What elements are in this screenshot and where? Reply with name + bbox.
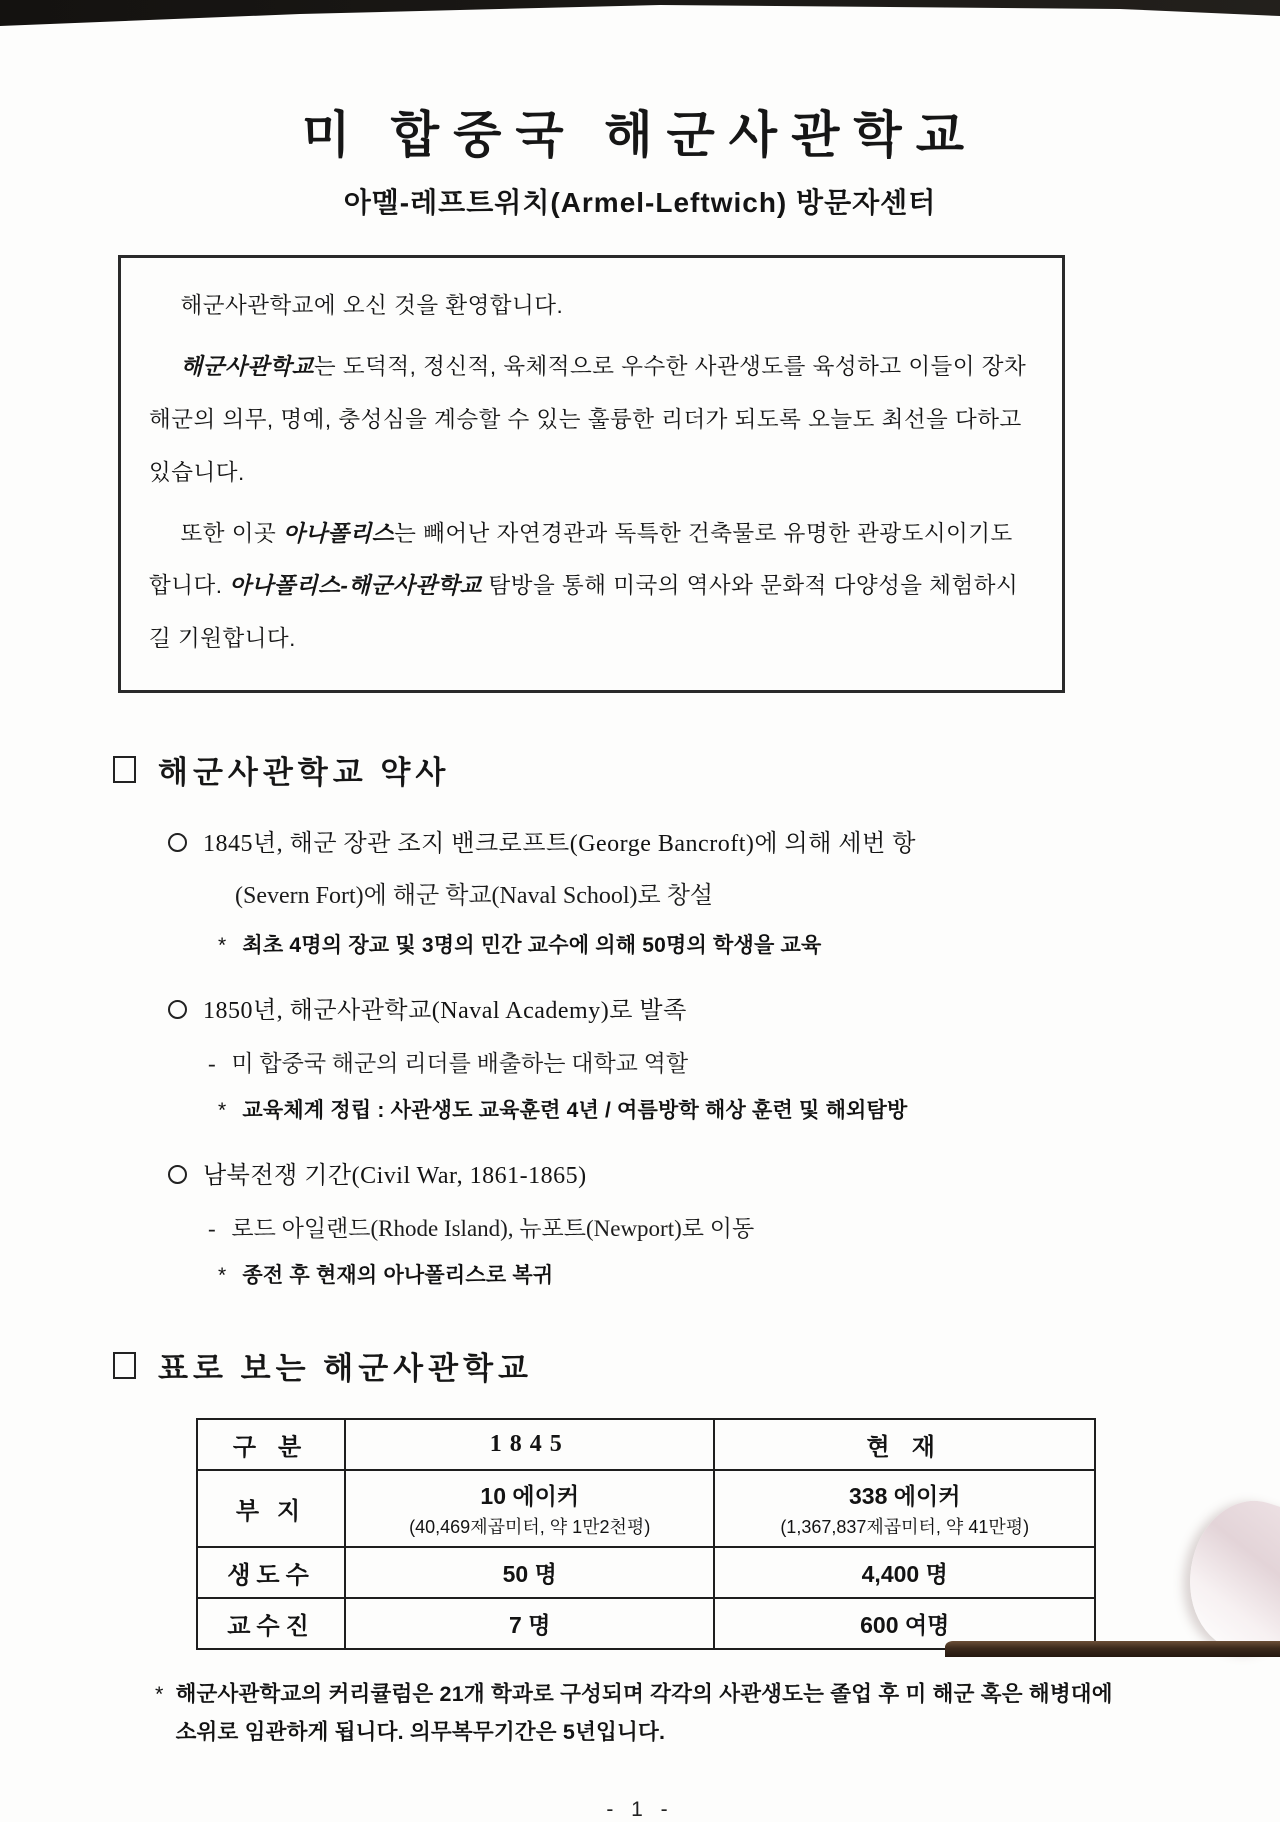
table-cell: 4,400 명: [714, 1547, 1095, 1598]
welcome-paragraph-3: [149, 508, 1034, 667]
history-subpoint-text: 미 합중국 해군의 리더를 배출하는 대학교 역할: [231, 1050, 689, 1076]
history-item-main: [168, 1154, 1280, 1200]
history-item-note: [218, 1094, 1280, 1124]
history-item-note: [218, 1259, 1280, 1289]
welcome-p2-text: 는 도덕적, 정신적, 육체적으로 우수한 사관생도를 육성하고 이들이 장차 해군의 의무, 명예, 충성심을 계승할 수 있는 훌륭한 리더가 되도록 오늘도 최선을 다하고 있습니다.: [149, 353, 1027, 485]
history-item: [168, 989, 1280, 1124]
table-cell: 7 명: [345, 1598, 714, 1649]
history-list: [168, 822, 1280, 1289]
history-item-text: 1850년, 해군사관학교(Naval Academy)로 발족: [203, 998, 687, 1025]
history-item-text: 1845년, 해군 장관 조지 밴크로프트(George Bancroft)에 의해 세번 항: [203, 831, 916, 858]
table-section-heading: [113, 1343, 1280, 1388]
table-row-site: [197, 1470, 1095, 1547]
circle-bullet-icon: [168, 1165, 187, 1184]
academy-name-italic: 해군사관학교: [180, 353, 314, 379]
table-cell: [714, 1470, 1095, 1547]
table-section-title: 표로 보는 해군사관학교: [158, 1351, 533, 1387]
asterisk-mark: *: [218, 1099, 227, 1123]
table-header-category: 구 분: [197, 1419, 345, 1470]
welcome-p1-text: 해군사관학교에 오신 것을 환영합니다.: [180, 293, 564, 318]
table-row-cadets: [197, 1547, 1095, 1598]
welcome-paragraph-1: [149, 280, 1034, 333]
dash-mark: -: [208, 1050, 216, 1076]
table-header-1845: 1845: [345, 1419, 714, 1470]
table-header-row: [197, 1419, 1095, 1470]
table-header-present: 현 재: [714, 1419, 1095, 1470]
history-note-text: 교육체계 정립 : 사관생도 교육훈련 4년 / 여름방학 해상 훈련 및 해외탐방: [242, 1099, 908, 1123]
cell-value: 10 에이커: [480, 1483, 580, 1510]
row-label: 부 지: [197, 1470, 345, 1547]
history-note-text: 최초 4명의 장교 및 3명의 민간 교수에 의해 50명의 학생을 교육: [242, 934, 822, 958]
welcome-paragraph-2: [149, 341, 1034, 500]
comparison-table: [196, 1418, 1096, 1650]
asterisk-mark: *: [155, 1682, 164, 1707]
asterisk-mark: *: [218, 934, 227, 958]
row-label: 생도수: [197, 1547, 345, 1598]
annapolis-academy-italic: 아나폴리스-해군사관학교: [229, 573, 482, 599]
desk-edge-artifact: [945, 1641, 1280, 1657]
history-item: [168, 822, 1280, 959]
footnote-text: 해군사관학교의 커리큘럼은 21개 학과로 구성되며 각각의 사관생도는 졸업 후 미 해군 혹은 해병대에 소위로 임관하게 됩니다. 의무복무기간은 5년입니다.: [175, 1682, 1113, 1744]
table-cell: [345, 1470, 714, 1547]
history-item-subpoint: [208, 1043, 1280, 1084]
dash-mark: -: [208, 1215, 216, 1241]
cell-subvalue: (40,469제곱미터, 약 1만2천평): [409, 1517, 651, 1538]
square-bullet-icon: [113, 1352, 136, 1379]
cell-subvalue: (1,367,837제곱미터, 약 41만평): [780, 1517, 1030, 1538]
history-item: [168, 1154, 1280, 1289]
table-footnote: [155, 1676, 1135, 1751]
welcome-p3-mid: 는 빼어난 자연경관과 독특한 건축물로 유명한 관광도시이기도 합니다.: [149, 520, 1013, 599]
circle-bullet-icon: [168, 1000, 187, 1019]
history-item-continuation: (Severn Fort)에 해군 학교(Naval School)로 창설: [235, 882, 714, 909]
history-item-text: 남북전쟁 기간(Civil War, 1861-1865): [203, 1163, 587, 1190]
history-item-main: [168, 989, 1280, 1035]
asterisk-mark: *: [218, 1264, 227, 1288]
row-label: 교수진: [197, 1598, 345, 1649]
history-section-title: 해군사관학교 약사: [158, 755, 451, 791]
history-item-subpoint: [208, 1208, 1280, 1249]
welcome-box: [118, 255, 1065, 693]
table-cell: 600 여명: [714, 1598, 1095, 1649]
annapolis-italic: 아나폴리스: [282, 520, 395, 546]
history-section-heading: [113, 747, 1280, 792]
square-bullet-icon: [113, 756, 136, 783]
history-note-text: 종전 후 현재의 아나폴리스로 복귀: [242, 1264, 554, 1288]
cell-value: 338 에이커: [849, 1483, 961, 1510]
history-item-note: [218, 929, 1280, 959]
welcome-p3-end: 탐방을 통해 미국의 역사와 문화적 다양성을 체험하시길 기원합니다.: [149, 573, 1019, 652]
history-item-main: [168, 822, 1280, 868]
page-title: 미 합중국 해군사관학교: [302, 107, 978, 163]
welcome-p3-start: 또한 이곳: [180, 520, 283, 546]
history-subpoint-text: 로드 아일랜드(Rhode Island), 뉴포트(Newport)로 이동: [231, 1215, 755, 1241]
circle-bullet-icon: [168, 833, 187, 852]
table-cell: 50 명: [345, 1547, 714, 1598]
page-number: - 1 -: [606, 1797, 674, 1821]
page-subtitle: 아멜-레프트위치(Armel-Leftwich) 방문자센터: [343, 187, 937, 218]
